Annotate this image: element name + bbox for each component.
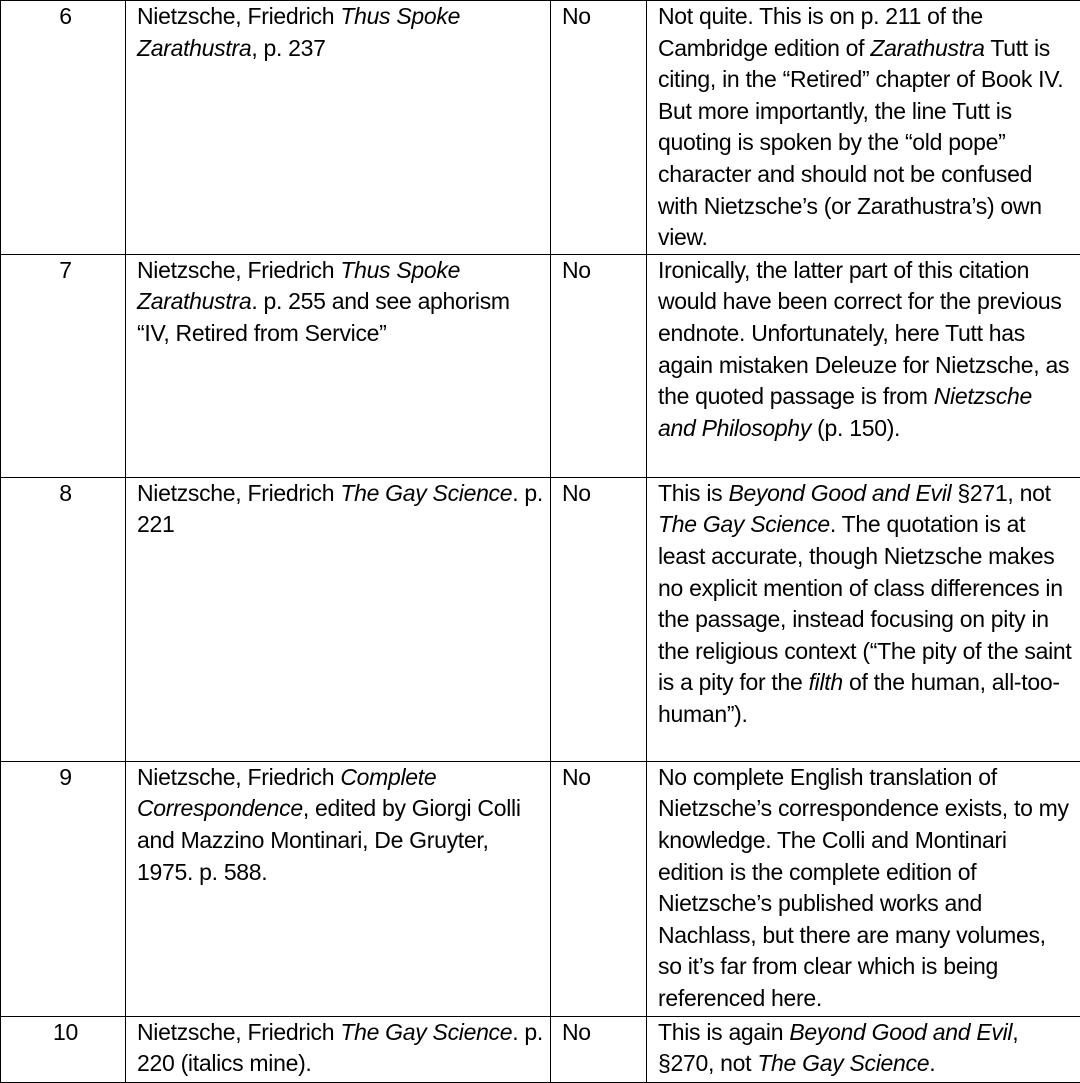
note-text: . The quotation is at least accurate, though Nietzsche makes no explicit mention of class differences in the passage, instead focusing on pity in the religious context (“The pity of the saint is a pity for the [658, 511, 1072, 696]
note-title: Zarathustra [870, 34, 985, 61]
endnote-number: 9 [1, 761, 126, 1016]
note-cell [647, 254, 1080, 477]
accuracy-value: No [551, 477, 647, 761]
citation-cell [126, 1016, 551, 1082]
note-title: The Gay Science [658, 511, 830, 538]
note-text: (p. 150). [811, 414, 901, 441]
accuracy-value: No [551, 1016, 647, 1082]
citation-text: Nietzsche, Friedrich [137, 3, 341, 29]
citation-title: Thus Spoke Zarathustra [137, 256, 461, 315]
note-title: The Gay Science [757, 1050, 930, 1077]
table-row [1, 761, 1080, 1016]
citation-text: . p. 221 [137, 479, 544, 538]
table-row [1, 1016, 1080, 1082]
accuracy-value: No [551, 1, 647, 255]
accuracy-value: No [551, 761, 647, 1016]
citation-cell [126, 1, 551, 255]
citation-title: Thus Spoke Zarathustra [137, 3, 461, 61]
table-row [1, 477, 1080, 761]
note-cell [647, 1, 1080, 255]
note-title: Beyond Good and Evil [789, 1018, 1013, 1045]
citation-cell [126, 761, 551, 1016]
table-row [1, 254, 1080, 477]
citation-text: Nietzsche, Friedrich [137, 256, 341, 283]
citation-text: Nietzsche, Friedrich [137, 763, 341, 790]
citation-text: , edited by Giorgi Colli and Mazzino Montinari, De Gruyter, 1975. p. 588. [137, 795, 521, 885]
note-text: , §270, not [658, 1018, 1019, 1077]
note-text: §271, not [951, 479, 1051, 506]
note-text: of the human, all-too-human”). [658, 669, 1060, 727]
citation-text: , p. 237 [251, 34, 326, 61]
citation-text: Nietzsche, Friedrich [137, 1018, 341, 1045]
note-text: This is again [658, 1018, 790, 1045]
note-cell [647, 761, 1080, 1016]
note-text: Not quite. This is on p. 211 of the Cambridge edition of [658, 3, 983, 61]
note-title: Beyond Good and Evil [728, 479, 952, 506]
endnote-number: 8 [1, 477, 126, 761]
note-text: This is [658, 479, 729, 506]
citation-title: Complete Correspondence [137, 763, 437, 822]
table-row [1, 1, 1080, 255]
endnote-number: 6 [1, 1, 126, 255]
note-cell [647, 477, 1080, 761]
note-text: . [929, 1050, 936, 1077]
note-emphasis: filth [808, 669, 843, 696]
endnote-number: 10 [1, 1016, 126, 1082]
citation-title: The Gay Science [340, 479, 513, 506]
note-cell [647, 1016, 1080, 1082]
citation-title: The Gay Science [340, 1018, 513, 1045]
accuracy-value: No [551, 254, 647, 477]
note-text: Tutt is citing, in the “Retired” chapter of Book IV. But more importantly, the line Tutt is quoting is spoken by the “old pope” character and should not be confused with Nietzsche’s (or Zarathustra’s) own view. [658, 34, 1064, 251]
citation-text: . p. 255 and see aphorism “IV, Retired from Service” [137, 288, 510, 346]
note-text: Ironically, the latter part of this citation would have been correct for the previous endnote. Unfortunately, here Tutt has again mistaken Deleuze for Nietzsche, as the quoted passage is from [658, 256, 1070, 410]
note-text: No complete English translation of Nietzsche’s correspondence exists, to my knowledge. The Colli and Montinari edition is the complete edition of Nietzsche’s published works and Nachlass, but there are many volumes, so it’s far from clear which is being referenced here. [658, 763, 1069, 1011]
citation-text: . p. 220 (italics mine). [137, 1018, 544, 1077]
citation-cell [126, 254, 551, 477]
citation-text: Nietzsche, Friedrich [137, 479, 341, 506]
note-title: Nietzsche and Philosophy [658, 383, 1033, 441]
citation-cell [126, 477, 551, 761]
endnote-number: 7 [1, 254, 126, 477]
